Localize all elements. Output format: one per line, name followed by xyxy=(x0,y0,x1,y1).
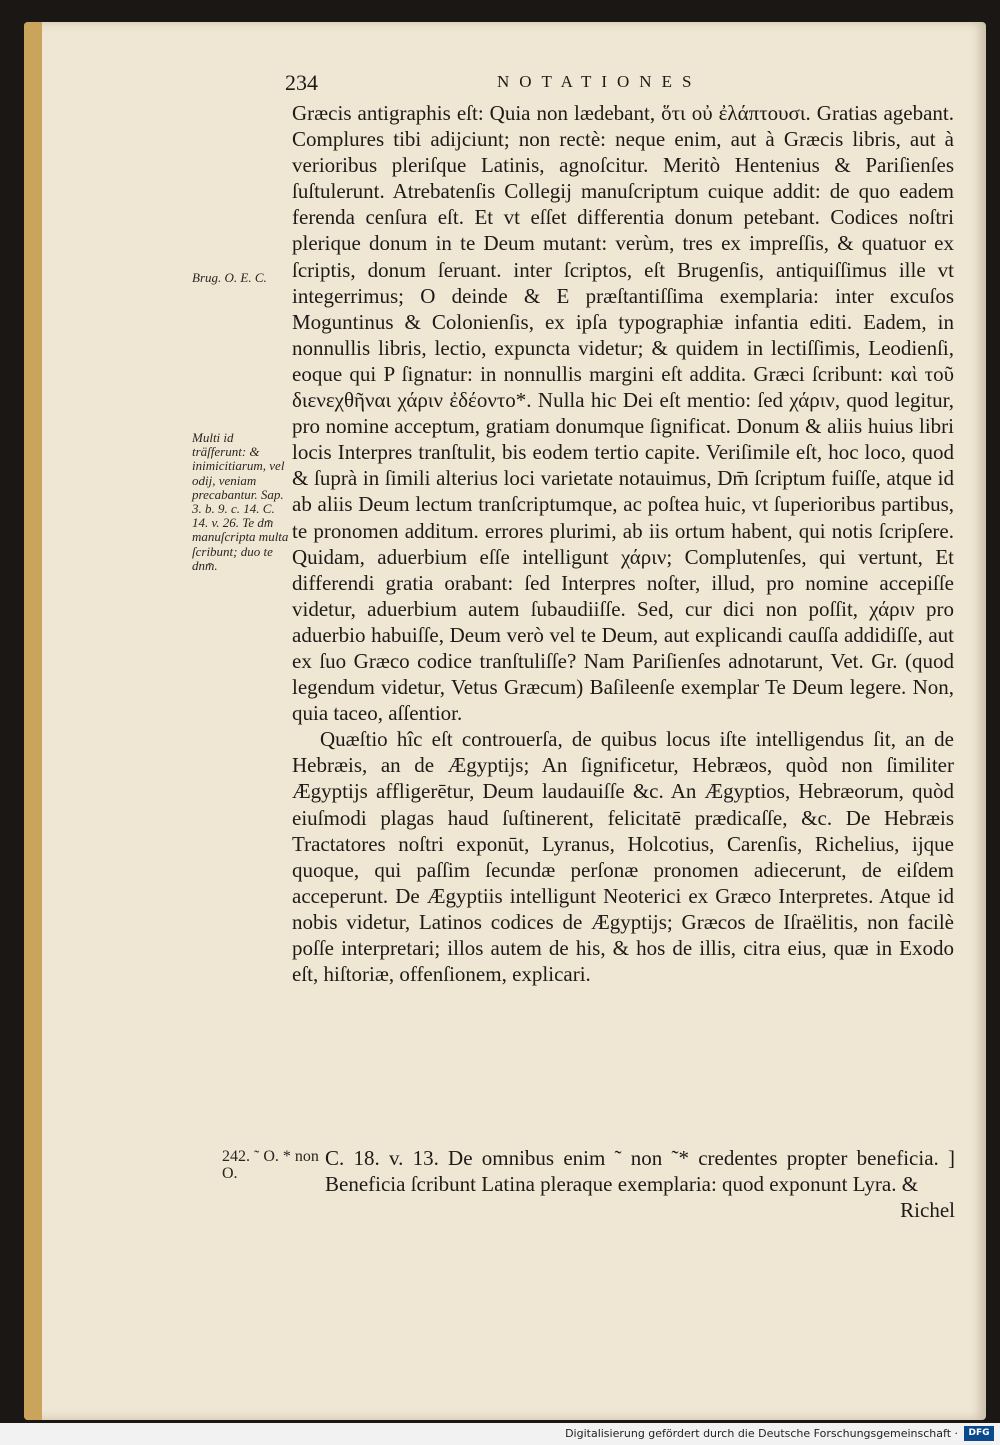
running-title: NOTATIONES xyxy=(497,72,702,91)
funding-footer xyxy=(0,1423,1000,1445)
section-c18-text: C. 18. v. 13. De omnibus enim ˜ non ˜* credentes propter beneficia. ] Beneficia ſcribunt Latina pleraque exemplaria: quod exponunt Lyra. & xyxy=(325,1146,955,1196)
page-header xyxy=(285,70,955,94)
catchword: Richel xyxy=(900,1198,955,1222)
page-gilt-edge xyxy=(24,22,42,1420)
paragraph-2: Quæſtio hîc eſt controuerſa, de quibus locus iſte intelligendus ſit, an de Hebræis, an de Ægyptijs; An ſignificetur, Hebræos, quòd non ſimiliter Ægyptijs affligerētur, Deum laudauiſſe &c. An Ægyptios, Hebræorum, quòd eiuſmodi plagas haud ſuſtinerent, felicitatē prædicaſſe, &c. De Hebræis Tractatores noſtri exponūt, Lyranus, Holcotius, Carenſis, Richelius, ijque quoque, qui paſſim ſecundæ perſonæ pronomen adiecerunt, de eiſdem acceperunt. De Ægyptiis intelligunt Neoterici ex Græco Interpretes. Atque id nobis videtur, Latinos codices de Ægyptijs; Græcos de Iſraëlitis, non facilè poſſe interpretari; illos autem de his, & hos de illis, citra eius, quæ in Exodo eſt, hiſtoriæ, offenſionem, explicari. xyxy=(292,727,954,987)
margin-note-brug: Brug. O. E. C. xyxy=(192,270,267,285)
paragraph-1: Græcis antigraphis eſt: Quia non lædebant, ὅτι οὐ ἐλάπτουσι. Gratias agebant. Complures tibi adijciunt; non rectè: neque enim, aut à Græcis libris, aut à verioribus pleriſque Latinis, agnoſcitur. Meritò Hentenius & Pariſienſes ſuſtulerunt. Atrebatenſis Collegij manuſcriptum cuique addit: de quo eadem ferenda cenſura eſt. Et vt eſſet differentia donum petebant. Codices noſtri plerique donum in te Deum mutant: verùm, tres ex impreſſis, & quatuor ex ſcriptis, donum ſeruant. inter ſcriptos, eſt Brugenſis, antiquiſſimus ille vt integerrimus; O deinde & E præſtantiſſima exemplaria: inter excuſos Moguntinus & Colonienſis, ex ipſa typographiæ infantia editi. Eadem, in nonnullis libris, lectio, expuncta videtur; & quidem in lectiſſimis, Leodienſi, eoque qui P ſignatur: in nonnullis margini eſt addita. Græci ſcribunt: καὶ τοῦ διενεχθῆναι χάριν ἐδέοντο*. Nulla hic Dei eſt mentio: ſed χάριν, quod legitur, pro nomine acceptum, gratiam donumque ſignificat. Donum & aliis huius libri locis Interpres tranſtulit, bis eodem tertio capite. Veriſimile eſt, hoc loco, quod & ſuprà in ſimili alterius loci varietate notauimus, Dm̄ ſcriptum fuiſſe, atque id ab aliis Deum lectum tranſcriptumque, ac poſtea huic, vt ſuperioribus partibus, te pronomen additum. errores plurimi, ab iis ortum habent, qui notis ſcripſere. Quidam, aduerbium eſſe intelligunt χάριν; Complutenſes, qui vertunt, Et differendi gratia orabant: ſed Interpres noſter, illud, pro nomine accepiſſe videtur, aduerbium autem ſubaudiiſſe. Sed, cur dici non poſſit, χάριν pro aduerbio habuiſſe, Deum verò vel te Deum, aut explicandi cauſſa addidiſſe, aut ex ſuo Græco codice tranſtuliſſe? Nam Pariſienſes adnotarunt, Vet. Gr. (quod legendum videtur, Vetus Græcum) Baſileenſe exemplar Te Deum legere. Non, quia taceo, aſſentior. xyxy=(292,101,954,726)
dfg-logo-icon: DFG xyxy=(964,1426,994,1441)
footer-text: Digitalisierung gefördert durch die Deutsche Forschungsgemeinschaft · xyxy=(565,1427,958,1440)
main-text xyxy=(292,100,954,987)
page-number: 234 xyxy=(285,70,318,95)
margin-note-multi: Multi id träſferunt: & inimicitiarum, vel odij, veniam precabantur. Sap. 3. b. 9. c. 14. C. 14. v. 26. Te dm̄ manuſcripta multa ſcribunt; duo te dnm̄. xyxy=(192,430,289,573)
section-c18 xyxy=(325,1145,955,1223)
margin-note-section-number: 242. ˜ O. * non O. xyxy=(222,1148,319,1182)
